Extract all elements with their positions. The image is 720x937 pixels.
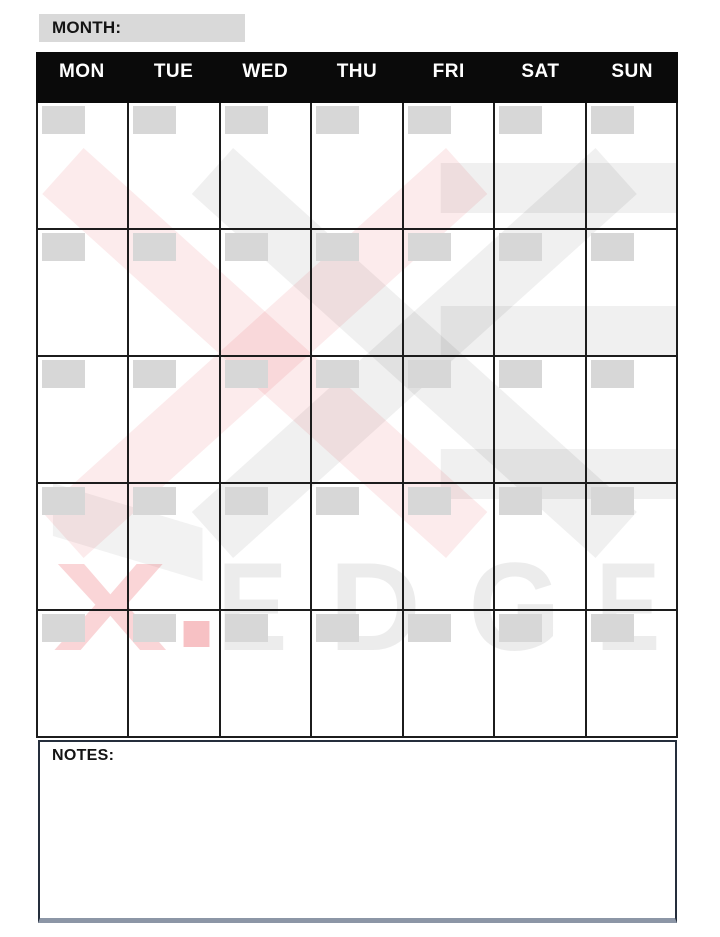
calendar-cell[interactable] — [38, 484, 129, 611]
date-box[interactable] — [42, 487, 85, 515]
month-field[interactable] — [39, 14, 245, 42]
watermark-letter-e2: E — [596, 537, 661, 678]
calendar-cell[interactable] — [221, 230, 312, 357]
date-box[interactable] — [499, 106, 542, 134]
date-box[interactable] — [591, 614, 634, 642]
weekday-label-mon: MON — [58, 61, 105, 82]
calendar-cell[interactable] — [129, 357, 220, 484]
date-box[interactable] — [316, 360, 359, 388]
date-box[interactable] — [316, 106, 359, 134]
calendar-cell[interactable] — [495, 230, 586, 357]
calendar-cell[interactable] — [221, 484, 312, 611]
watermark-letter-d: D — [329, 537, 421, 678]
date-box[interactable] — [408, 106, 451, 134]
calendar-cell[interactable] — [495, 357, 586, 484]
date-box[interactable] — [133, 487, 176, 515]
calendar-cell[interactable] — [404, 103, 495, 230]
watermark-letter-g: G — [468, 537, 561, 678]
date-box[interactable] — [316, 487, 359, 515]
date-box[interactable] — [133, 106, 176, 134]
calendar-grid — [36, 103, 678, 738]
calendar-cell[interactable] — [221, 103, 312, 230]
date-box[interactable] — [225, 106, 268, 134]
date-box[interactable] — [225, 233, 268, 261]
calendar — [36, 52, 678, 738]
date-box[interactable] — [591, 360, 634, 388]
notes-label: NOTES: — [52, 747, 115, 764]
weekday-label-wed: WED — [242, 61, 289, 82]
date-box[interactable] — [225, 614, 268, 642]
date-box[interactable] — [225, 487, 268, 515]
calendar-cell[interactable] — [587, 230, 678, 357]
calendar-cell[interactable] — [404, 230, 495, 357]
calendar-cell[interactable] — [129, 484, 220, 611]
weekday-label-tue: TUE — [153, 61, 194, 82]
date-box[interactable] — [591, 106, 634, 134]
date-box[interactable] — [408, 487, 451, 515]
calendar-cell[interactable] — [404, 357, 495, 484]
weekday-label-thu: THU — [336, 61, 378, 82]
date-box[interactable] — [408, 233, 451, 261]
date-box[interactable] — [408, 614, 451, 642]
date-box[interactable] — [499, 233, 542, 261]
weekday-header-row — [36, 52, 678, 103]
calendar-cell[interactable] — [404, 484, 495, 611]
calendar-cell[interactable] — [38, 103, 129, 230]
calendar-cell[interactable] — [312, 230, 403, 357]
calendar-cell[interactable] — [495, 484, 586, 611]
date-box[interactable] — [42, 360, 85, 388]
weekday-label-sun: SUN — [611, 61, 653, 82]
date-box[interactable] — [133, 360, 176, 388]
date-box[interactable] — [133, 233, 176, 261]
date-box[interactable] — [499, 614, 542, 642]
calendar-cell[interactable] — [38, 230, 129, 357]
date-box[interactable] — [591, 233, 634, 261]
date-box[interactable] — [42, 106, 85, 134]
weekday-label-sat: SAT — [521, 61, 560, 82]
date-box[interactable] — [316, 614, 359, 642]
calendar-cell[interactable] — [587, 103, 678, 230]
notes-field[interactable] — [38, 740, 677, 923]
calendar-cell[interactable] — [404, 611, 495, 738]
date-box[interactable] — [42, 233, 85, 261]
watermark-letter-x: X — [52, 537, 168, 678]
month-label: MONTH: — [52, 18, 122, 37]
calendar-cell[interactable] — [312, 611, 403, 738]
calendar-cell[interactable] — [221, 357, 312, 484]
calendar-cell[interactable] — [129, 230, 220, 357]
date-box[interactable] — [591, 487, 634, 515]
calendar-cell[interactable] — [38, 611, 129, 738]
date-box[interactable] — [316, 233, 359, 261]
date-box[interactable] — [499, 487, 542, 515]
calendar-cell[interactable] — [495, 103, 586, 230]
date-box[interactable] — [42, 614, 85, 642]
calendar-cell[interactable] — [587, 484, 678, 611]
calendar-cell[interactable] — [312, 484, 403, 611]
calendar-cell[interactable] — [221, 611, 312, 738]
calendar-cell[interactable] — [312, 103, 403, 230]
watermark-letter-e1: E — [217, 537, 288, 678]
weekday-label-fri: FRI — [432, 61, 465, 82]
date-box[interactable] — [499, 360, 542, 388]
calendar-cell[interactable] — [312, 357, 403, 484]
date-box[interactable] — [408, 360, 451, 388]
month-value-area[interactable] — [121, 14, 245, 42]
calendar-cell[interactable] — [495, 611, 586, 738]
date-box[interactable] — [225, 360, 268, 388]
date-box[interactable] — [133, 614, 176, 642]
calendar-cell[interactable] — [129, 611, 220, 738]
calendar-cell[interactable] — [38, 357, 129, 484]
calendar-cell[interactable] — [587, 357, 678, 484]
calendar-cell[interactable] — [587, 611, 678, 738]
calendar-cell[interactable] — [129, 103, 220, 230]
